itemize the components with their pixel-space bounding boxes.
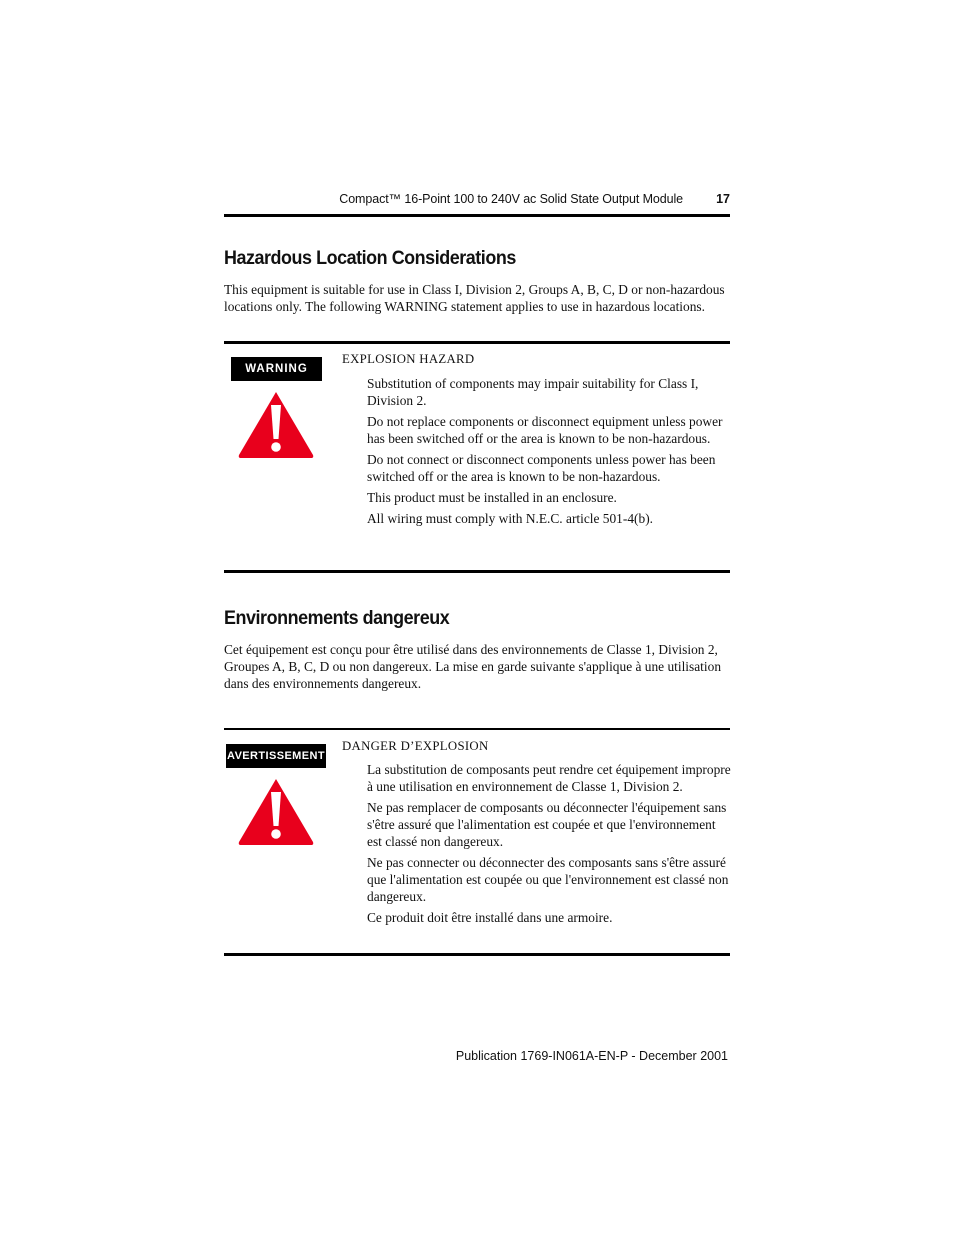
warning-item-en: This product must be installed in an enclosure.: [367, 490, 617, 505]
warning-triangle-icon: [236, 389, 316, 459]
section-heading-en: Hazardous Location Considerations: [224, 247, 516, 269]
avertissement-badge: AVERTISSEMENT: [226, 744, 326, 768]
intro-text-en: This equipment is suitable for use in Class I, Division 2, Groups A, B, C, D or non-hazardous locations only. The following WARNING statement applies to use in hazardous locations.: [224, 282, 725, 314]
warning-triangle-icon: [236, 776, 316, 846]
publication-footer: Publication 1769-IN061A-EN-P - December 2001: [455, 1049, 728, 1063]
running-header-title: Compact™ 16-Point 100 to 240V ac Solid State Output Module: [339, 192, 683, 206]
warning-list-en: [367, 375, 731, 531]
warning-item-fr: La substitution de composants peut rendre cet équipement impropre à une utilisation en environnement de Classe 1, Division 2.: [367, 762, 731, 794]
warning-list-fr: [367, 761, 731, 930]
warning-top-rule-en: [224, 341, 730, 344]
warning-bottom-rule-en: [224, 570, 730, 573]
warning-item-fr: Ne pas connecter ou déconnecter des composants sans s'être assuré que l'alimentation est coupée ou que l'environnement est classé non dangereux.: [367, 855, 729, 904]
warning-title-en: EXPLOSION HAZARD: [342, 352, 475, 366]
intro-paragraph-en: [224, 281, 730, 315]
warning-item-fr: Ne pas remplacer de composants ou déconnecter l'équipement sans s'être assuré que l'alimentation est coupée et que l'environnement est classé non dangereux.: [367, 800, 727, 849]
header-rule: [224, 214, 730, 217]
warning-item-en: Do not connect or disconnect components unless power has been switched off or the area is known to be non-hazardous.: [367, 452, 716, 484]
intro-text-fr: Cet équipement est conçu pour être utilisé dans des environnements de Classe 1, Division 2, Groupes A, B, C, D ou non dangereux. La mise en garde suivante s'applique à une utilisation dans des environnements dangereux.: [224, 642, 722, 691]
warning-badge: WARNING: [231, 357, 322, 381]
warning-top-rule-fr: [224, 728, 730, 730]
warning-item-en: Substitution of components may impair suitability for Class I, Division 2.: [367, 376, 699, 408]
section-heading-fr: Environnements dangereux: [224, 607, 450, 629]
warning-item-en: All wiring must comply with N.E.C. article 501-4(b).: [367, 511, 653, 526]
warning-title-fr: DANGER D’EXPLOSION: [342, 739, 489, 753]
page-number: 17: [716, 192, 730, 206]
exclamation-dot: [271, 829, 281, 839]
warning-item-fr: Ce produit doit être installé dans une armoire.: [367, 910, 613, 925]
warning-bottom-rule-fr: [224, 953, 730, 956]
warning-item-en: Do not replace components or disconnect equipment unless power has been switched off or the area is known to be non-hazardous.: [367, 414, 723, 446]
exclamation-dot: [271, 442, 281, 452]
intro-paragraph-fr: [224, 641, 730, 692]
